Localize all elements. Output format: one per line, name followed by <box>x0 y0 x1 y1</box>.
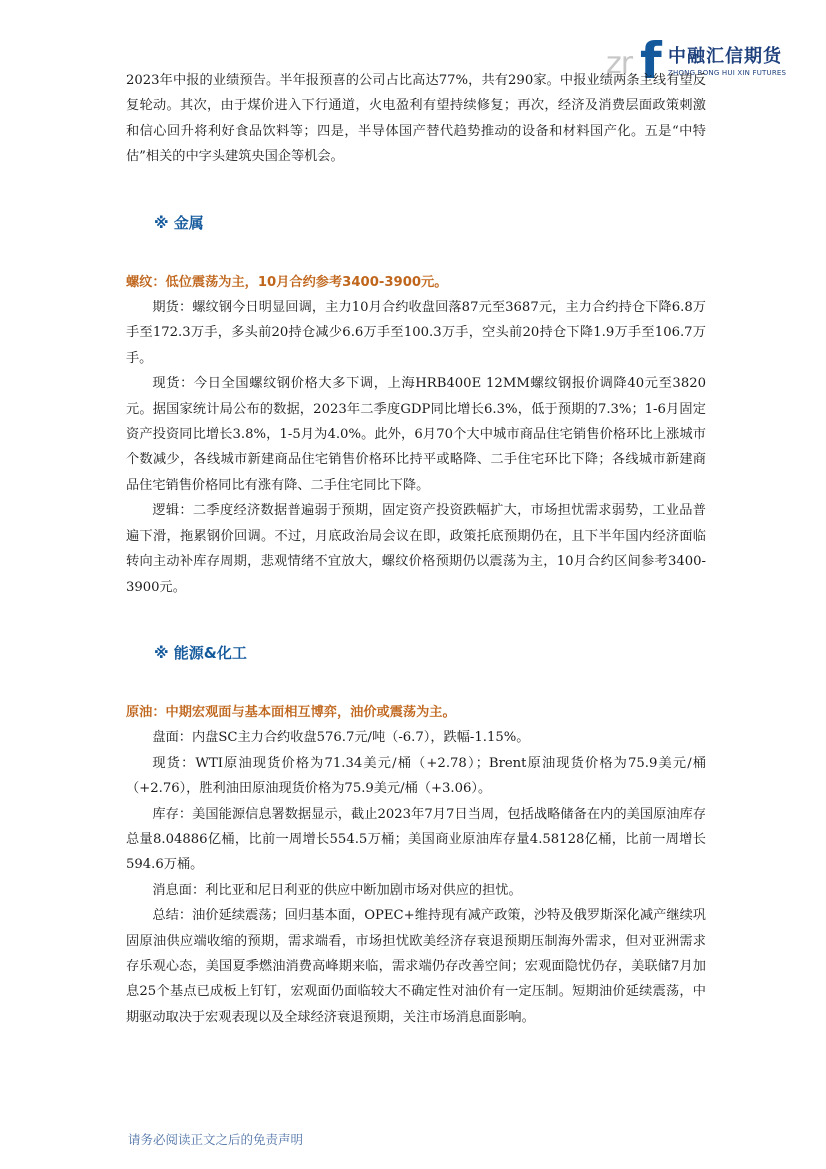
report-body <box>126 68 706 1030</box>
crude-spot-paragraph: 现货：WTI原油现货价格为71.34美元/桶（+2.78）；Brent原油现货价格为75.9美元/桶（+2.76），胜利油田原油现货价格为75.9美元/桶（+3.06）。 <box>126 755 706 797</box>
crude-title: 原油：中期宏观面与基本面相互博弈，油价或震荡为主。 <box>126 704 456 720</box>
rebar-futures-paragraph: 期货：螺纹钢今日明显回调，主力10月合约收盘回落87元至3687元，主力合约持仓下降6.8万手至172.3万手，多头前20持仓减少6.6万手至100.3万手，空头前20持仓下降1.9万手至106.7万手。 <box>126 300 706 366</box>
disclaimer-footer: 请务必阅读正文之后的免责声明 <box>128 1132 304 1147</box>
logo-prefix: zr <box>606 46 633 81</box>
rebar-logic-paragraph: 逻辑：二季度经济数据普遍弱于预期，固定资产投资跌幅扩大，市场担忧需求弱势，工业品普遍下滑，拖累钢价回调。不过，月底政治局会议在即，政策托底预期仍在，且下半年国内经济面临转向主动补库存周期，悲观情绪不宜放大，螺纹价格预期仍以震荡为主，10月合约区间参考3400-3900元。 <box>126 503 706 595</box>
section-heading-metals: ※ 金属 <box>154 213 204 232</box>
logo-name-cn: 中融汇信期货 <box>668 46 782 67</box>
section-heading-energy: ※ 能源&化工 <box>154 643 247 662</box>
intro-paragraph: 2023年中报的业绩预告。半年报预喜的公司占比高达77%，共有290家。中报业绩两条主线有望反复轮动。其次，由于煤价进入下行通道，火电盈利有望持续修复；再次，经济及消费层面政策刺激和信心回升将利好食品饮料等；四是，半导体国产替代趋势推动的设备和材料国产化。五是“中特估”相关的中字头建筑央国企等机会。 <box>126 73 706 165</box>
crude-summary-paragraph: 总结：油价延续震荡；回归基本面，OPEC+维持现有减产政策，沙特及俄罗斯深化减产继续巩固原油供应端收缩的预期，需求端看，市场担忧欧美经济存衰退预期压制海外需求，但对亚洲需求存乐观心态，美国夏季燃油消费高峰期来临，需求端仍存改善空间；宏观面隐忧仍存，美联储7月加息25个基点已成板上钉钉，宏观面仍面临较大不确定性对油价有一定压制。短期油价延续震荡，中期驱动取决于宏观表现以及全球经济衰退预期，关注市场消息面影响。 <box>126 908 706 1025</box>
crude-news-paragraph: 消息面：利比亚和尼日利亚的供应中断加剧市场对供应的担忧。 <box>152 882 522 898</box>
logo-mark: f <box>640 32 662 90</box>
logo-name-en: ZHONG RONG HUI XIN FUTURES <box>668 69 787 77</box>
rebar-spot-paragraph: 现货：今日全国螺纹钢价格大多下调，上海HRB400E 12MM螺纹钢报价调降40元至3820元。据国家统计局公布的数据，2023年二季度GDP同比增长6.3%，低于预期的7.3%；1-6月固定资产投资同比增长3.8%，1-5月为4.0%。此外，6月70个大中城市商品住宅销售价格环比上涨城市个数减少，各线城市新建商品住宅销售价格环比持平或略降、二手住宅环比下降；各线城市新建商品住宅销售价格同比有涨有降、二手住宅同比下降。 <box>126 376 706 493</box>
crude-inventory-paragraph: 库存：美国能源信息署数据显示，截止2023年7月7日当周，包括战略储备在内的美国原油库存总量8.04886亿桶，比前一周增长554.5万桶；美国商业原油库存量4.58128亿桶，比前一周增长594.6万桶。 <box>126 806 706 873</box>
rebar-title: 螺纹：低位震荡为主，10月合约参考3400-3900元。 <box>126 274 448 290</box>
crude-market-paragraph: 盘面：内盘SC主力合约收盘576.7元/吨（-6.7），跌幅-1.15%。 <box>152 730 530 746</box>
